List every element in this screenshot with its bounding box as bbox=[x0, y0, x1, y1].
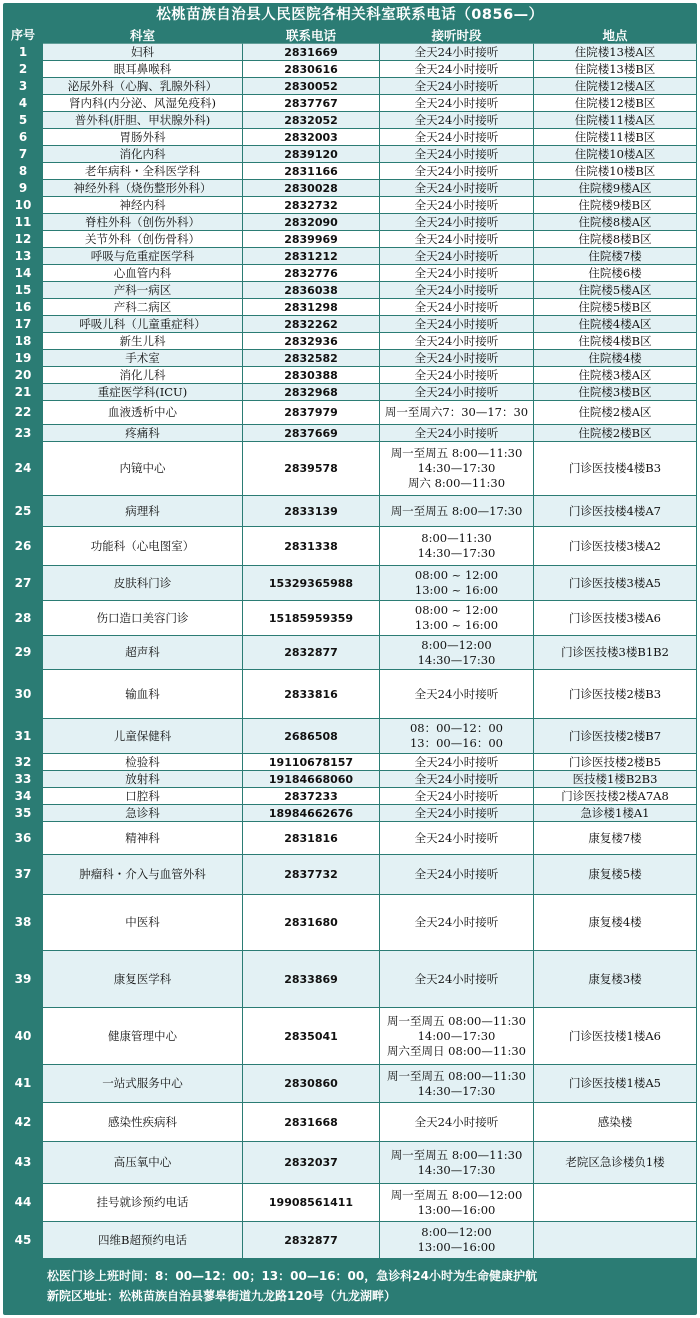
row-14-department: 心血管内科 bbox=[43, 265, 243, 282]
row-10-hours: 全天24小时接听 bbox=[380, 197, 534, 214]
header-phone: 联系电话 bbox=[243, 27, 380, 44]
row-38-department: 中医科 bbox=[43, 895, 243, 951]
row-14-phone: 2832776 bbox=[243, 265, 380, 282]
row-9-hours: 全天24小时接听 bbox=[380, 180, 534, 197]
row-41-index: 41 bbox=[3, 1065, 43, 1103]
row-45-phone: 2832877 bbox=[243, 1222, 380, 1259]
row-37-hours: 全天24小时接听 bbox=[380, 855, 534, 895]
row-44-hours: 周一至周五 8:00—12:00 13:00—16:00 bbox=[380, 1184, 534, 1222]
row-15-department: 产科一病区 bbox=[43, 282, 243, 299]
row-10-department: 神经内科 bbox=[43, 197, 243, 214]
row-43-location: 老院区急诊楼负1楼 bbox=[534, 1142, 697, 1184]
row-24-department: 内镜中心 bbox=[43, 442, 243, 496]
row-27-phone: 15329365988 bbox=[243, 566, 380, 601]
row-4-department: 肾内科(内分泌、风湿免疫科) bbox=[43, 95, 243, 112]
row-41-hours: 周一至周五 08:00—11:30 14:30—17:30 bbox=[380, 1065, 534, 1103]
row-20-phone: 2830388 bbox=[243, 367, 380, 384]
row-17-hours: 全天24小时接听 bbox=[380, 316, 534, 333]
header-location: 地点 bbox=[534, 27, 697, 44]
row-32-phone: 19110678157 bbox=[243, 754, 380, 771]
row-3-department: 泌尿外科（心胸、乳腺外科） bbox=[43, 78, 243, 95]
row-33-location: 医技楼1楼B2B3 bbox=[534, 771, 697, 788]
row-9-phone: 2830028 bbox=[243, 180, 380, 197]
row-30-hours: 全天24小时接听 bbox=[380, 670, 534, 719]
row-37-index: 37 bbox=[3, 855, 43, 895]
row-42-department: 感染性疾病科 bbox=[43, 1103, 243, 1142]
row-25-hours: 周一至周五 8:00—17:30 bbox=[380, 496, 534, 527]
row-1-hours: 全天24小时接听 bbox=[380, 44, 534, 61]
row-12-phone: 2839969 bbox=[243, 231, 380, 248]
row-4-location: 住院楼12楼B区 bbox=[534, 95, 697, 112]
row-10-index: 10 bbox=[3, 197, 43, 214]
row-21-department: 重症医学科(ICU) bbox=[43, 384, 243, 401]
row-8-index: 8 bbox=[3, 163, 43, 180]
row-15-location: 住院楼5楼A区 bbox=[534, 282, 697, 299]
row-7-phone: 2839120 bbox=[243, 146, 380, 163]
footer-hours: 松医门诊上班时间：8：00—12：00；13：00—16：00，急诊科24小时为生命健康护航 bbox=[47, 1269, 537, 1283]
row-11-location: 住院楼8楼A区 bbox=[534, 214, 697, 231]
row-34-hours: 全天24小时接听 bbox=[380, 788, 534, 805]
row-34-phone: 2837233 bbox=[243, 788, 380, 805]
row-17-phone: 2832262 bbox=[243, 316, 380, 333]
row-1-location: 住院楼13楼A区 bbox=[534, 44, 697, 61]
row-19-phone: 2832582 bbox=[243, 350, 380, 367]
row-17-index: 17 bbox=[3, 316, 43, 333]
row-31-phone: 2686508 bbox=[243, 719, 380, 754]
row-22-index: 22 bbox=[3, 401, 43, 425]
row-16-hours: 全天24小时接听 bbox=[380, 299, 534, 316]
row-12-index: 12 bbox=[3, 231, 43, 248]
row-20-hours: 全天24小时接听 bbox=[380, 367, 534, 384]
row-25-department: 病理科 bbox=[43, 496, 243, 527]
row-18-index: 18 bbox=[3, 333, 43, 350]
row-26-location: 门诊医技楼3楼A2 bbox=[534, 527, 697, 566]
row-41-location: 门诊医技楼1楼A5 bbox=[534, 1065, 697, 1103]
row-7-department: 消化内科 bbox=[43, 146, 243, 163]
row-19-index: 19 bbox=[3, 350, 43, 367]
row-26-index: 26 bbox=[3, 527, 43, 566]
row-31-location: 门诊医技楼2楼B7 bbox=[534, 719, 697, 754]
row-14-location: 住院楼6楼 bbox=[534, 265, 697, 282]
row-14-index: 14 bbox=[3, 265, 43, 282]
row-44-department: 挂号就诊预约电话 bbox=[43, 1184, 243, 1222]
row-35-hours: 全天24小时接听 bbox=[380, 805, 534, 822]
row-45-index: 45 bbox=[3, 1222, 43, 1259]
row-2-department: 眼耳鼻喉科 bbox=[43, 61, 243, 78]
row-25-phone: 2833139 bbox=[243, 496, 380, 527]
row-31-index: 31 bbox=[3, 719, 43, 754]
row-6-phone: 2832003 bbox=[243, 129, 380, 146]
row-30-location: 门诊医技楼2楼B3 bbox=[534, 670, 697, 719]
row-36-department: 精神科 bbox=[43, 822, 243, 855]
row-41-department: 一站式服务中心 bbox=[43, 1065, 243, 1103]
row-24-phone: 2839578 bbox=[243, 442, 380, 496]
row-28-department: 伤口造口美容门诊 bbox=[43, 601, 243, 636]
row-26-department: 功能科（心电图室） bbox=[43, 527, 243, 566]
contact-sheet bbox=[3, 3, 697, 1315]
row-35-location: 急诊楼1楼A1 bbox=[534, 805, 697, 822]
row-16-department: 产科二病区 bbox=[43, 299, 243, 316]
row-6-department: 胃肠外科 bbox=[43, 129, 243, 146]
row-38-hours: 全天24小时接听 bbox=[380, 895, 534, 951]
row-13-phone: 2831212 bbox=[243, 248, 380, 265]
row-40-hours: 周一至周五 08:00—11:30 14:00—17:30 周六至周日 08:00—11:30 bbox=[380, 1008, 534, 1065]
row-18-department: 新生儿科 bbox=[43, 333, 243, 350]
row-30-department: 输血科 bbox=[43, 670, 243, 719]
row-35-index: 35 bbox=[3, 805, 43, 822]
row-23-hours: 全天24小时接听 bbox=[380, 425, 534, 442]
row-39-index: 39 bbox=[3, 951, 43, 1008]
row-34-department: 口腔科 bbox=[43, 788, 243, 805]
row-45-location bbox=[534, 1222, 697, 1259]
row-25-location: 门诊医技楼4楼A7 bbox=[534, 496, 697, 527]
row-19-hours: 全天24小时接听 bbox=[380, 350, 534, 367]
header-index: 序号 bbox=[3, 27, 43, 44]
row-18-hours: 全天24小时接听 bbox=[380, 333, 534, 350]
row-32-hours: 全天24小时接听 bbox=[380, 754, 534, 771]
row-24-location: 门诊医技楼4楼B3 bbox=[534, 442, 697, 496]
row-8-phone: 2831166 bbox=[243, 163, 380, 180]
row-36-index: 36 bbox=[3, 822, 43, 855]
footer-notes bbox=[3, 1256, 697, 1315]
row-45-department: 四维B超预约电话 bbox=[43, 1222, 243, 1259]
row-32-department: 检验科 bbox=[43, 754, 243, 771]
row-6-location: 住院楼11楼B区 bbox=[534, 129, 697, 146]
header-department: 科室 bbox=[43, 27, 243, 44]
row-5-phone: 2832052 bbox=[243, 112, 380, 129]
row-26-phone: 2831338 bbox=[243, 527, 380, 566]
contact-table bbox=[3, 27, 697, 1259]
row-21-phone: 2832968 bbox=[243, 384, 380, 401]
row-7-hours: 全天24小时接听 bbox=[380, 146, 534, 163]
row-11-hours: 全天24小时接听 bbox=[380, 214, 534, 231]
row-12-department: 关节外科（创伤骨科） bbox=[43, 231, 243, 248]
row-29-phone: 2832877 bbox=[243, 636, 380, 670]
row-32-index: 32 bbox=[3, 754, 43, 771]
row-27-hours: 08:00 ~ 12:00 13:00 ~ 16:00 bbox=[380, 566, 534, 601]
row-10-location: 住院楼9楼B区 bbox=[534, 197, 697, 214]
row-7-index: 7 bbox=[3, 146, 43, 163]
row-34-index: 34 bbox=[3, 788, 43, 805]
row-1-phone: 2831669 bbox=[243, 44, 380, 61]
row-37-phone: 2837732 bbox=[243, 855, 380, 895]
row-3-phone: 2830052 bbox=[243, 78, 380, 95]
row-4-index: 4 bbox=[3, 95, 43, 112]
row-16-location: 住院楼5楼B区 bbox=[534, 299, 697, 316]
row-30-index: 30 bbox=[3, 670, 43, 719]
row-42-hours: 全天24小时接听 bbox=[380, 1103, 534, 1142]
row-2-phone: 2830616 bbox=[243, 61, 380, 78]
row-40-phone: 2835041 bbox=[243, 1008, 380, 1065]
row-12-location: 住院楼8楼B区 bbox=[534, 231, 697, 248]
row-38-phone: 2831680 bbox=[243, 895, 380, 951]
row-29-hours: 8:00—12:00 14:30—17:30 bbox=[380, 636, 534, 670]
row-36-hours: 全天24小时接听 bbox=[380, 822, 534, 855]
row-7-location: 住院楼10楼A区 bbox=[534, 146, 697, 163]
row-20-index: 20 bbox=[3, 367, 43, 384]
row-33-department: 放射科 bbox=[43, 771, 243, 788]
row-18-phone: 2832936 bbox=[243, 333, 380, 350]
row-27-index: 27 bbox=[3, 566, 43, 601]
header-hours: 接听时段 bbox=[380, 27, 534, 44]
row-20-location: 住院楼3楼A区 bbox=[534, 367, 697, 384]
row-44-index: 44 bbox=[3, 1184, 43, 1222]
row-28-index: 28 bbox=[3, 601, 43, 636]
row-9-location: 住院楼9楼A区 bbox=[534, 180, 697, 197]
row-8-location: 住院楼10楼B区 bbox=[534, 163, 697, 180]
row-41-phone: 2830860 bbox=[243, 1065, 380, 1103]
row-21-location: 住院楼3楼B区 bbox=[534, 384, 697, 401]
row-10-phone: 2832732 bbox=[243, 197, 380, 214]
row-22-department: 血液透析中心 bbox=[43, 401, 243, 425]
row-15-hours: 全天24小时接听 bbox=[380, 282, 534, 299]
row-16-index: 16 bbox=[3, 299, 43, 316]
row-4-phone: 2837767 bbox=[243, 95, 380, 112]
row-13-department: 呼吸与危重症医学科 bbox=[43, 248, 243, 265]
row-5-hours: 全天24小时接听 bbox=[380, 112, 534, 129]
row-5-index: 5 bbox=[3, 112, 43, 129]
row-23-department: 疼痛科 bbox=[43, 425, 243, 442]
row-28-location: 门诊医技楼3楼A6 bbox=[534, 601, 697, 636]
row-9-index: 9 bbox=[3, 180, 43, 197]
row-39-department: 康复医学科 bbox=[43, 951, 243, 1008]
row-24-index: 24 bbox=[3, 442, 43, 496]
row-27-location: 门诊医技楼3楼A5 bbox=[534, 566, 697, 601]
row-28-hours: 08:00 ~ 12:00 13:00 ~ 16:00 bbox=[380, 601, 534, 636]
row-40-index: 40 bbox=[3, 1008, 43, 1065]
row-1-index: 1 bbox=[3, 44, 43, 61]
row-30-phone: 2833816 bbox=[243, 670, 380, 719]
row-22-phone: 2837979 bbox=[243, 401, 380, 425]
row-2-hours: 全天24小时接听 bbox=[380, 61, 534, 78]
row-11-department: 脊柱外科（创伤外科） bbox=[43, 214, 243, 231]
row-35-phone: 18984662676 bbox=[243, 805, 380, 822]
row-18-location: 住院楼4楼B区 bbox=[534, 333, 697, 350]
row-26-hours: 8:00—11:30 14:30—17:30 bbox=[380, 527, 534, 566]
row-29-index: 29 bbox=[3, 636, 43, 670]
row-6-index: 6 bbox=[3, 129, 43, 146]
row-11-phone: 2832090 bbox=[243, 214, 380, 231]
row-38-location: 康复楼4楼 bbox=[534, 895, 697, 951]
row-22-hours: 周一至周六7：30—17：30 bbox=[380, 401, 534, 425]
row-36-location: 康复楼7楼 bbox=[534, 822, 697, 855]
row-13-hours: 全天24小时接听 bbox=[380, 248, 534, 265]
row-23-location: 住院楼2楼B区 bbox=[534, 425, 697, 442]
row-19-department: 手术室 bbox=[43, 350, 243, 367]
row-44-location bbox=[534, 1184, 697, 1222]
row-33-index: 33 bbox=[3, 771, 43, 788]
row-25-index: 25 bbox=[3, 496, 43, 527]
row-17-department: 呼吸儿科（儿童重症科） bbox=[43, 316, 243, 333]
row-34-location: 门诊医技楼2楼A7A8 bbox=[534, 788, 697, 805]
row-5-department: 普外科(肝胆、甲状腺外科) bbox=[43, 112, 243, 129]
row-14-hours: 全天24小时接听 bbox=[380, 265, 534, 282]
row-42-location: 感染楼 bbox=[534, 1103, 697, 1142]
row-17-location: 住院楼4楼A区 bbox=[534, 316, 697, 333]
row-15-phone: 2836038 bbox=[243, 282, 380, 299]
row-4-hours: 全天24小时接听 bbox=[380, 95, 534, 112]
row-23-index: 23 bbox=[3, 425, 43, 442]
row-9-department: 神经外科（烧伤整形外科） bbox=[43, 180, 243, 197]
row-20-department: 消化儿科 bbox=[43, 367, 243, 384]
row-29-location: 门诊医技楼3楼B1B2 bbox=[534, 636, 697, 670]
row-38-index: 38 bbox=[3, 895, 43, 951]
row-1-department: 妇科 bbox=[43, 44, 243, 61]
row-19-location: 住院楼4楼 bbox=[534, 350, 697, 367]
row-5-location: 住院楼11楼A区 bbox=[534, 112, 697, 129]
row-39-location: 康复楼3楼 bbox=[534, 951, 697, 1008]
row-15-index: 15 bbox=[3, 282, 43, 299]
row-13-location: 住院楼7楼 bbox=[534, 248, 697, 265]
row-42-phone: 2831668 bbox=[243, 1103, 380, 1142]
row-27-department: 皮肤科门诊 bbox=[43, 566, 243, 601]
row-2-location: 住院楼13楼B区 bbox=[534, 61, 697, 78]
row-33-phone: 19184668060 bbox=[243, 771, 380, 788]
row-44-phone: 19908561411 bbox=[243, 1184, 380, 1222]
row-23-phone: 2837669 bbox=[243, 425, 380, 442]
row-36-phone: 2831816 bbox=[243, 822, 380, 855]
row-43-phone: 2832037 bbox=[243, 1142, 380, 1184]
row-8-department: 老年病科・全科医学科 bbox=[43, 163, 243, 180]
row-8-hours: 全天24小时接听 bbox=[380, 163, 534, 180]
row-13-index: 13 bbox=[3, 248, 43, 265]
row-21-index: 21 bbox=[3, 384, 43, 401]
row-39-phone: 2833869 bbox=[243, 951, 380, 1008]
row-43-department: 高压氧中心 bbox=[43, 1142, 243, 1184]
row-12-hours: 全天24小时接听 bbox=[380, 231, 534, 248]
row-37-location: 康复楼5楼 bbox=[534, 855, 697, 895]
row-31-department: 儿童保健科 bbox=[43, 719, 243, 754]
row-21-hours: 全天24小时接听 bbox=[380, 384, 534, 401]
footer-address: 新院区地址：松桃苗族自治县蓼皋街道九龙路120号（九龙湖畔） bbox=[47, 1289, 397, 1303]
row-2-index: 2 bbox=[3, 61, 43, 78]
row-35-department: 急诊科 bbox=[43, 805, 243, 822]
row-24-hours: 周一至周五 8:00—11:30 14:30—17:30 周六 8:00—11:30 bbox=[380, 442, 534, 496]
row-40-location: 门诊医技楼1楼A6 bbox=[534, 1008, 697, 1065]
row-3-location: 住院楼12楼A区 bbox=[534, 78, 697, 95]
row-32-location: 门诊医技楼2楼B5 bbox=[534, 754, 697, 771]
row-29-department: 超声科 bbox=[43, 636, 243, 670]
row-40-department: 健康管理中心 bbox=[43, 1008, 243, 1065]
row-28-phone: 15185959359 bbox=[243, 601, 380, 636]
row-37-department: 肿瘤科・介入与血管外科 bbox=[43, 855, 243, 895]
row-6-hours: 全天24小时接听 bbox=[380, 129, 534, 146]
row-16-phone: 2831298 bbox=[243, 299, 380, 316]
row-3-index: 3 bbox=[3, 78, 43, 95]
page-title: 松桃苗族自治县人民医院各相关科室联系电话（0856—） bbox=[156, 7, 544, 23]
row-45-hours: 8:00—12:00 13:00—16:00 bbox=[380, 1222, 534, 1259]
row-3-hours: 全天24小时接听 bbox=[380, 78, 534, 95]
row-22-location: 住院楼2楼A区 bbox=[534, 401, 697, 425]
row-42-index: 42 bbox=[3, 1103, 43, 1142]
row-31-hours: 08：00—12：00 13：00—16：00 bbox=[380, 719, 534, 754]
row-11-index: 11 bbox=[3, 214, 43, 231]
row-39-hours: 全天24小时接听 bbox=[380, 951, 534, 1008]
row-33-hours: 全天24小时接听 bbox=[380, 771, 534, 788]
row-43-index: 43 bbox=[3, 1142, 43, 1184]
row-43-hours: 周一至周五 8:00—11:30 14:30—17:30 bbox=[380, 1142, 534, 1184]
